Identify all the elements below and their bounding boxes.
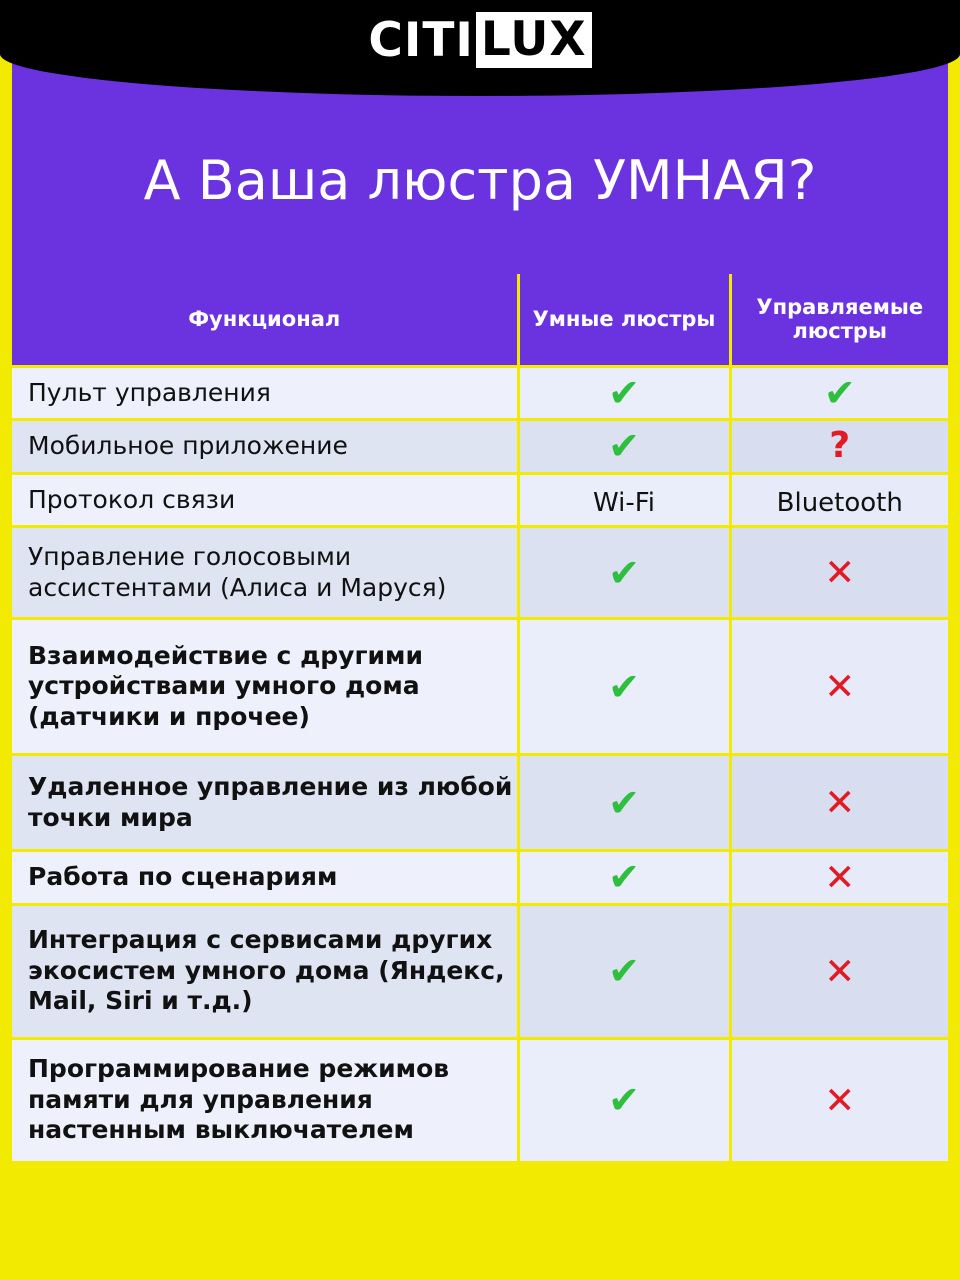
managed-value xyxy=(730,1038,948,1162)
table-row xyxy=(12,1038,948,1162)
feature-label: Удаленное управление из любой точки мира xyxy=(12,755,518,851)
table-row xyxy=(12,366,948,420)
check-icon: ✔ xyxy=(608,664,640,709)
cross-icon: ✕ xyxy=(824,1078,856,1122)
question-icon: ? xyxy=(829,425,851,467)
feature-label: Программирование режимов памяти для управления настенным выключателем xyxy=(12,1038,518,1162)
table-row xyxy=(12,619,948,755)
cross-icon: ✕ xyxy=(824,855,856,899)
table-row xyxy=(12,473,948,527)
cross-icon: ✕ xyxy=(824,551,856,594)
managed-value xyxy=(730,420,948,474)
check-icon: ✔ xyxy=(608,855,640,900)
column-header-smart: Умные люстры xyxy=(518,274,730,366)
brand-header xyxy=(0,0,960,96)
smart-value xyxy=(518,619,730,755)
smart-value xyxy=(518,473,730,527)
feature-label: Интеграция с сервисами других экосистем умного дома (Яндекс, Mail, Siri и т.д.) xyxy=(12,904,518,1038)
comparison-table xyxy=(12,274,948,1164)
managed-value xyxy=(730,904,948,1038)
feature-label: Протокол связи xyxy=(12,473,518,527)
check-icon: ✔ xyxy=(608,949,640,993)
logo-text-primary: CITI xyxy=(368,12,474,68)
smart-value xyxy=(518,527,730,619)
citilux-logo xyxy=(368,12,591,68)
smart-value xyxy=(518,755,730,851)
feature-label: Взаимодействие с другими устройствами умного дома (датчики и прочее) xyxy=(12,619,518,755)
cross-icon: ✕ xyxy=(824,781,856,824)
smart-value xyxy=(518,851,730,905)
cross-icon: ✕ xyxy=(824,665,856,708)
check-icon: ✔ xyxy=(608,370,640,415)
table-header-row xyxy=(12,274,948,366)
table-row xyxy=(12,420,948,474)
managed-value xyxy=(730,755,948,851)
table-row xyxy=(12,851,948,905)
smart-value xyxy=(518,420,730,474)
managed-value xyxy=(730,473,948,527)
managed-value xyxy=(730,851,948,905)
smart-value xyxy=(518,1038,730,1162)
check-icon: ✔ xyxy=(823,370,856,415)
column-header-managed: Управляемые люстры xyxy=(730,274,948,366)
table-row xyxy=(12,755,948,851)
page-title: А Ваша люстра УМНАЯ? xyxy=(143,149,817,212)
logo-text-secondary: LUX xyxy=(476,12,592,68)
cross-icon: ✕ xyxy=(824,949,856,993)
smart-value xyxy=(518,904,730,1038)
feature-label: Управление голосовыми ассистентами (Алиса и Маруся) xyxy=(12,527,518,619)
feature-label: Мобильное приложение xyxy=(12,420,518,474)
protocol-managed-text: Bluetooth xyxy=(776,487,903,518)
table-row xyxy=(12,904,948,1038)
table-row xyxy=(12,527,948,619)
check-icon: ✔ xyxy=(608,1078,640,1122)
check-icon: ✔ xyxy=(608,780,640,825)
check-icon: ✔ xyxy=(608,550,640,595)
managed-value xyxy=(730,527,948,619)
feature-label: Работа по сценариям xyxy=(12,851,518,905)
protocol-smart-text: Wi-Fi xyxy=(592,487,656,518)
managed-value xyxy=(730,619,948,755)
check-icon: ✔ xyxy=(608,424,640,469)
feature-label: Пульт управления xyxy=(12,366,518,420)
managed-value xyxy=(730,366,948,420)
column-header-feature: Функционал xyxy=(12,274,518,366)
smart-value xyxy=(518,366,730,420)
